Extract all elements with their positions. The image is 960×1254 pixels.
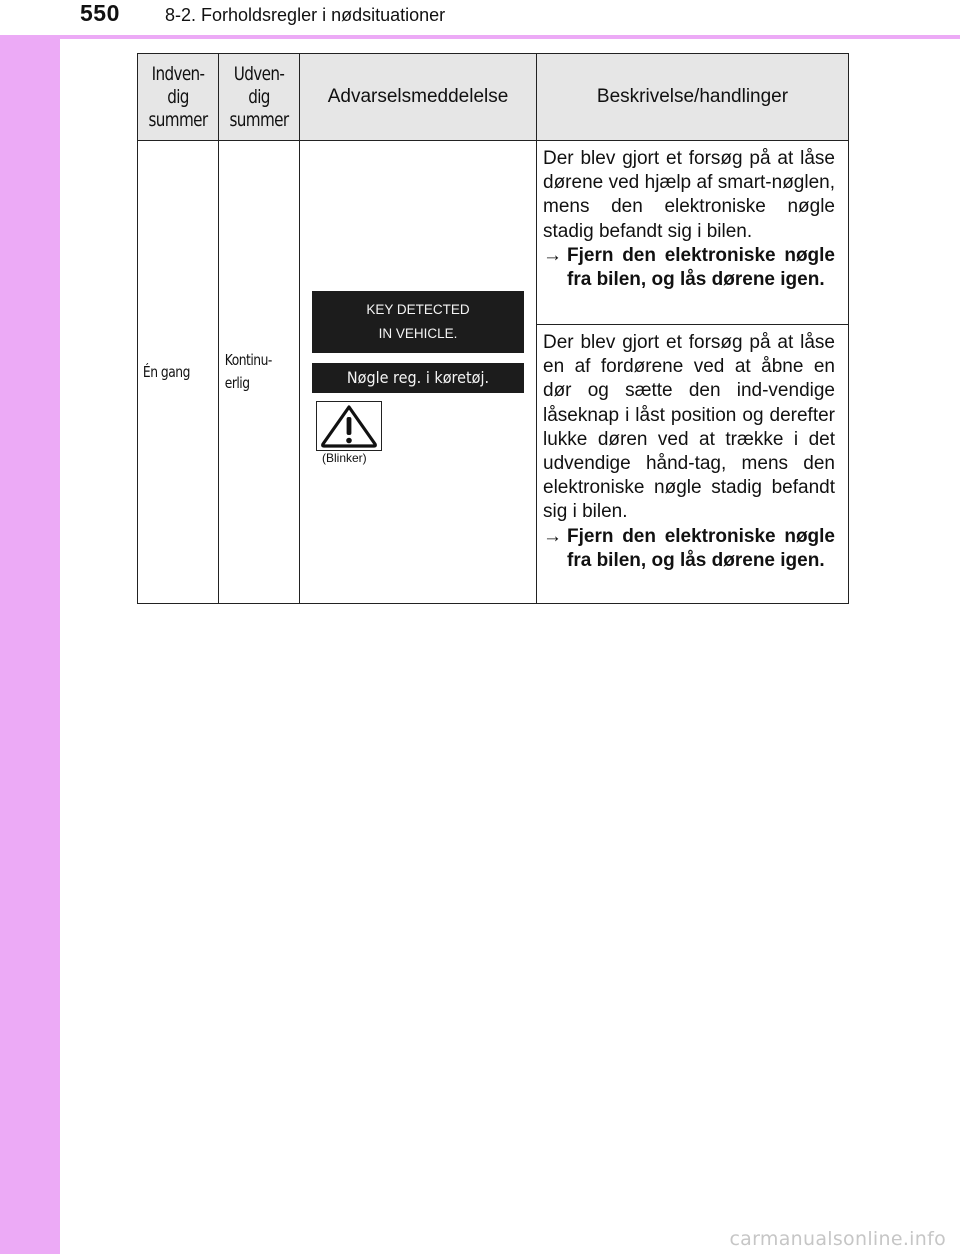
header-outdoor-buzzer: Udven- dig summer	[219, 54, 300, 141]
warning-triangle-icon	[316, 401, 382, 451]
watermark: carmanualsonline.info	[729, 1228, 946, 1250]
section-title: 8-2. Forholdsregler i nødsituationer	[165, 5, 446, 25]
table-row	[138, 141, 849, 604]
action-item	[543, 525, 835, 573]
action-text: Fjern den elektroniske nøgle fra bilen, og lås dørene igen.	[567, 244, 835, 291]
description-text: Der blev gjort et forsøg på at låse dørene ved hjælp af smart-nøglen, mens den elektroniske nøgle stadig befandt sig i bilen.	[543, 148, 835, 242]
outdoor-buzzer-value: Kontinu- erlig	[224, 351, 272, 392]
display-danish: Nøgle reg. i køretøj.	[312, 363, 524, 393]
side-color-band	[0, 0, 60, 1254]
arrow-right-icon: →	[543, 525, 562, 547]
warning-message-cell	[300, 141, 537, 604]
display-english: KEY DETECTED IN VEHICLE.	[312, 291, 524, 353]
action-text: Fjern den elektroniske nøgle fra bilen, og lås dørene igen.	[567, 525, 835, 571]
warning-message-table	[137, 53, 849, 604]
indoor-buzzer-value: Én gang	[142, 362, 190, 381]
table-header-row	[138, 54, 849, 141]
indoor-buzzer-cell	[138, 141, 219, 604]
header-description: Beskrivelse/handlinger	[537, 54, 849, 141]
header-bar	[0, 0, 960, 36]
description-item-2	[537, 325, 848, 603]
action-item	[543, 244, 835, 292]
page-number: 550	[80, 0, 120, 26]
arrow-right-icon: →	[543, 244, 562, 266]
header-rule	[0, 35, 960, 39]
header-warning-message: Advarselsmeddelelse	[300, 54, 537, 141]
header-indoor-buzzer: Indven- dig summer	[138, 54, 219, 141]
description-cell	[537, 141, 849, 604]
outdoor-buzzer-cell	[219, 141, 300, 604]
description-text: Der blev gjort et forsøg på at låse en af fordørene ved at åbne en dør og sætte den ind-vendige låseknap i låst position og derefter lukke døren ved at trække i det udvendige hånd-tag, mens den elektroniske nøgle stadig befandt sig i bilen.	[543, 332, 835, 523]
description-item-1	[537, 141, 848, 325]
blink-note: (Blinker)	[322, 451, 367, 465]
